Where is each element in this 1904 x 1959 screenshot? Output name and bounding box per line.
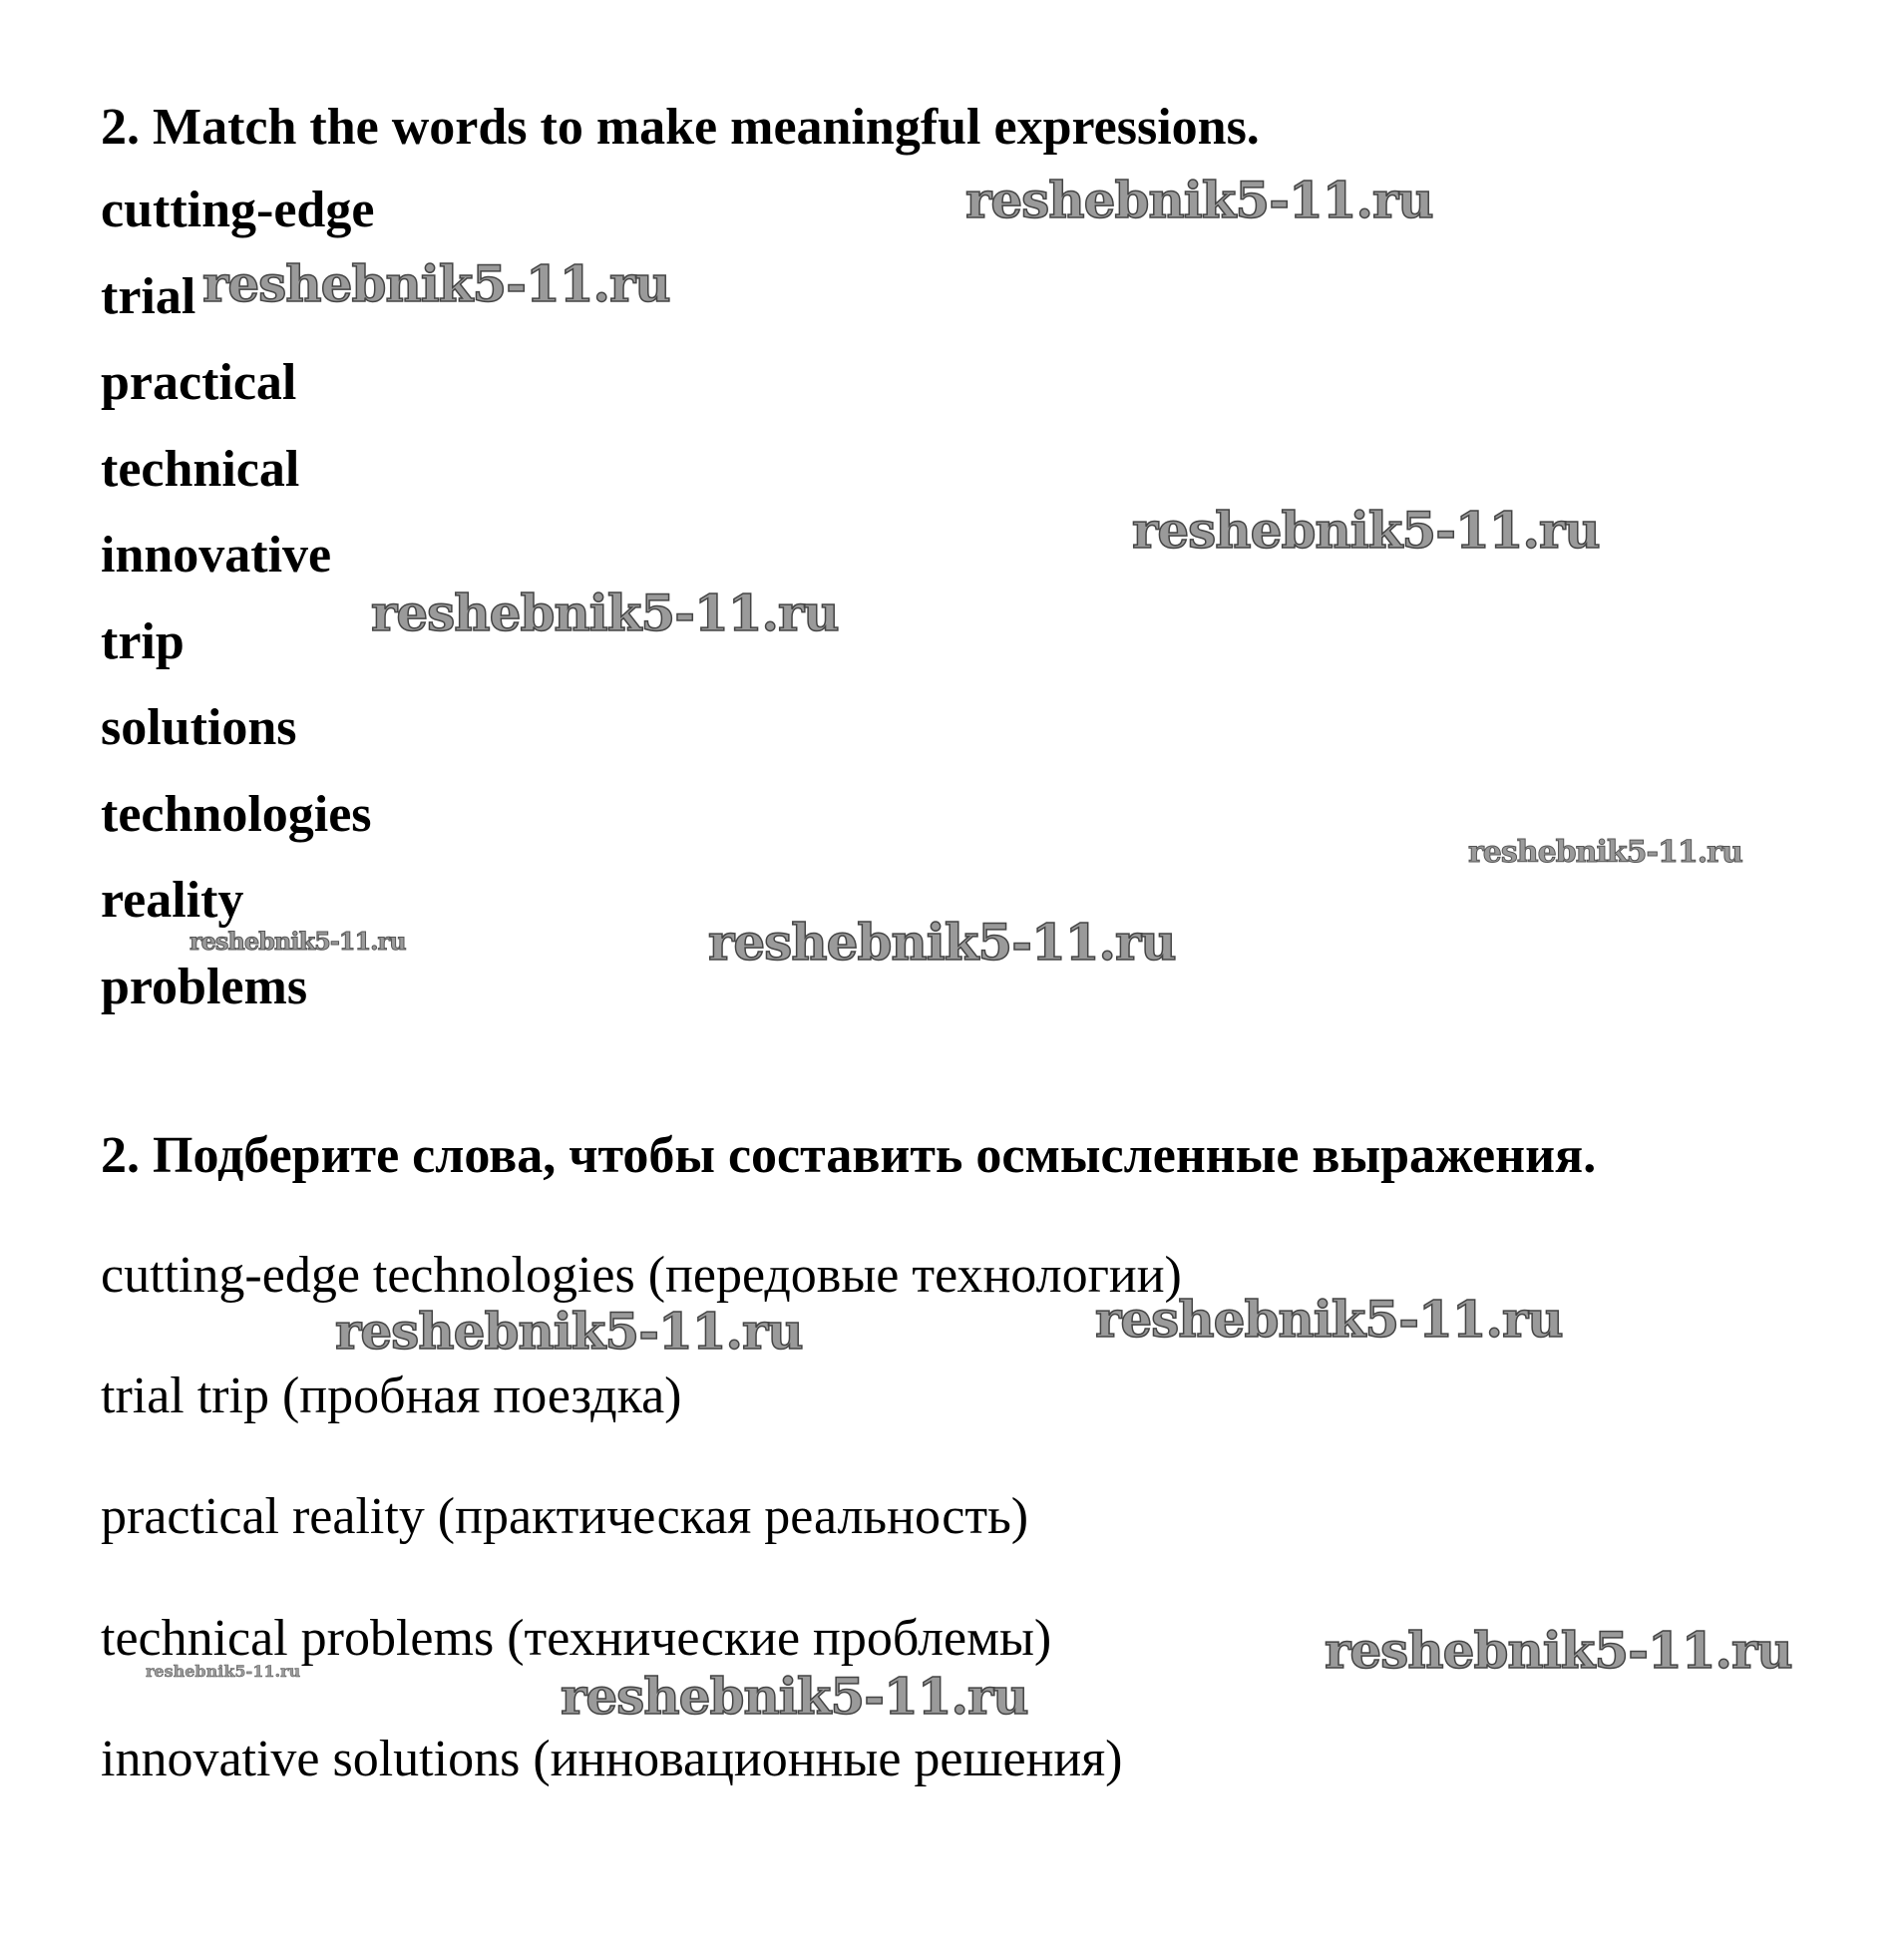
exercise-heading-ru: 2. Подберите слова, чтобы составить осмысленные выражения. [101,1127,1597,1184]
answer-item: technical problems (технические проблемы) [101,1610,1052,1667]
word-item: cutting-edge [101,182,375,238]
watermark: reshebnik5-11.ru [371,584,839,642]
watermark: reshebnik5-11.ru [190,927,406,956]
answer-item: practical reality (практическая реальность) [101,1488,1029,1545]
word-item: problems [101,959,308,1015]
watermark: reshebnik5-11.ru [1132,501,1600,560]
exercise-heading-en: 2. Match the words to make meaningful expressions. [101,99,1260,156]
watermark: reshebnik5-11.ru [965,171,1433,229]
answer-item: trial trip (пробная поездка) [101,1368,682,1424]
word-item: technical [101,441,300,498]
word-item: trip [101,613,185,670]
watermark: reshebnik5-11.ru [146,1662,301,1681]
answer-item: innovative solutions (инновационные решения) [101,1731,1123,1787]
watermark: reshebnik5-11.ru [202,254,670,313]
word-item: trial [101,268,196,325]
watermark: reshebnik5-11.ru [1468,835,1742,870]
word-item: solutions [101,699,297,756]
watermark: reshebnik5-11.ru [1095,1290,1563,1349]
watermark: reshebnik5-11.ru [561,1667,1028,1726]
watermark: reshebnik5-11.ru [1325,1621,1792,1680]
word-item: reality [101,872,244,929]
watermark: reshebnik5-11.ru [708,913,1176,972]
word-item: technologies [101,786,372,843]
word-item: practical [101,354,297,411]
answer-item: cutting-edge technologies (передовые технологии) [101,1247,1182,1304]
watermark: reshebnik5-11.ru [335,1302,803,1361]
word-item: innovative [101,527,332,584]
